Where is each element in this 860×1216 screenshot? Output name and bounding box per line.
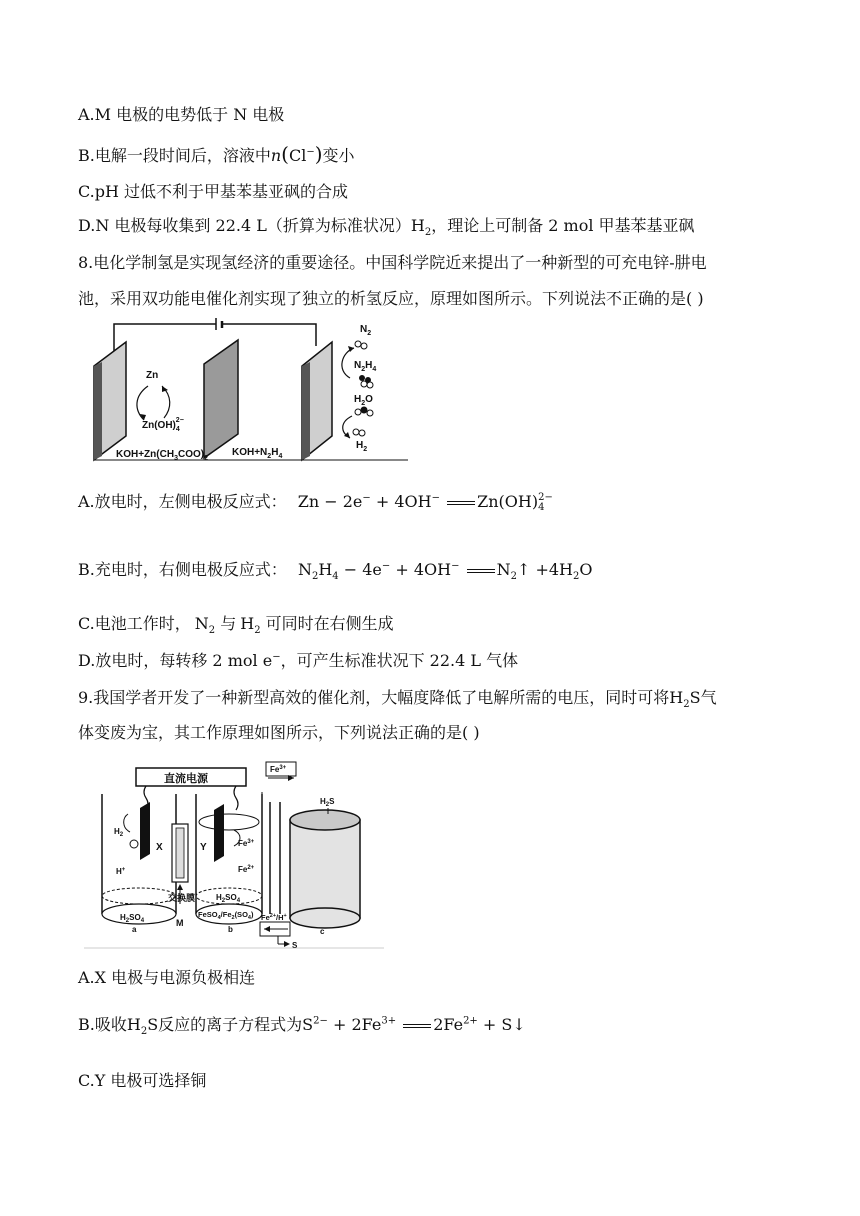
n2-label: $N_2$ xyxy=(360,324,372,337)
membrane-label: 交换膜 xyxy=(168,893,196,903)
q8-option-a: A.放电时，左侧电极反应式： Zn − 2e− + 4OH− Zn(OH) 2− 4 xyxy=(78,491,553,513)
q7-option-b: B.电解一段时间后，溶液中n(Cl−)变小 xyxy=(78,142,355,166)
q9-electrolysis-figure xyxy=(84,754,384,954)
svg-text:Fe3+: $Fe^{3+}$ xyxy=(270,765,287,774)
svg-text:a: a xyxy=(132,925,137,934)
middle-membrane xyxy=(204,340,238,458)
q7-option-c: C.pH 过低不利于甲基苯基亚砜的合成 xyxy=(78,182,349,201)
svg-text:H2S: $H_2S$ xyxy=(320,797,335,808)
svg-text:X: X xyxy=(156,842,163,853)
zn-label: Zn xyxy=(146,370,159,381)
svg-text:b: b xyxy=(228,925,233,934)
svg-text:Fe2+/H+: $Fe^{2+}/H^+$ xyxy=(261,913,287,922)
absorption-tower xyxy=(290,820,360,918)
svg-text:S: S xyxy=(292,941,298,950)
dc-power-label: 直流电源 xyxy=(164,773,208,785)
q8-option-b: B.充电时，右侧电极反应式： $N_2H_4 - 4e^- + 4OH^-$ $N_2↑ +4H_2O$ xyxy=(78,560,593,583)
q7-option-d: D.N 电极每收集到 22.4 L（折算为标准状况）$H_2$，理论上可制备 2 mol 甲基苯基亚砜 xyxy=(78,216,695,239)
q7-option-a: A.M 电极的电势低于 N 电极 xyxy=(78,105,285,124)
q9-option-c: C.Y 电极可选择铜 xyxy=(78,1071,207,1090)
svg-text:H2SO4: $H_2SO_4$ xyxy=(120,913,145,924)
right-solution-label: $KOH+N_2H_4$ xyxy=(232,447,283,460)
q8-stem-line1: 8.电化学制氢是实现氢经济的重要途径。中国科学院近来提出了一种新型的可充电锌-肼电 xyxy=(78,253,707,272)
zn-oh4-label: $Zn(OH)_42-$ xyxy=(142,417,184,433)
q8-battery-figure xyxy=(88,318,408,468)
svg-text:M: M xyxy=(176,918,184,928)
svg-text:c: c xyxy=(320,927,325,936)
h2o-label: $H_2O$ xyxy=(354,394,373,407)
svg-text:Y: Y xyxy=(200,842,207,853)
q9-option-b: B.吸收$H_2S$反应的离子方程式为$S^{2-} + 2Fe^{3+}$ $2Fe^{2+}$ + S↓ xyxy=(78,1015,526,1038)
svg-text:H2: $H_2$ xyxy=(114,827,124,838)
svg-text:Fe2+: $Fe^{2+}$ xyxy=(238,865,255,874)
svg-text:H+: H+ xyxy=(116,867,126,876)
q8-option-d: D.放电时，每转移 2 mol e−，可产生标准状况下 22.4 L 气体 xyxy=(78,651,519,670)
y-electrode xyxy=(214,804,224,862)
q9-option-a: A.X 电极与电源负极相连 xyxy=(78,968,256,987)
q9-stem-line1: 9.我国学者开发了一种新型高效的催化剂，大幅度降低了电解所需的电压，同时可将$H_2S$气 xyxy=(78,688,717,711)
n2h4-label: $N_2H_4$ xyxy=(354,360,377,373)
x-electrode xyxy=(140,802,150,860)
q8-option-c: C.电池工作时， $N_2$ 与 $H_2$ 可同时在右侧生成 xyxy=(78,614,394,637)
svg-text:FeSO4/Fe2(SO4): $FeSO_4/Fe_2(SO_4)$ xyxy=(198,910,254,921)
q8-stem-line2: 池，采用双功能电催化剂实现了独立的析氢反应，原理如图所示。下列说法不正确的是( ) xyxy=(78,289,704,308)
h2-label: $H_2$ xyxy=(356,440,368,453)
q9-stem-line2: 体变废为宝，其工作原理如图所示，下列说法正确的是( ) xyxy=(78,723,480,742)
svg-text:Fe3+: $Fe^{3+}$ xyxy=(238,839,255,848)
left-solution-label: $KOH+Zn(CH_3COO)_2$ xyxy=(116,449,208,462)
svg-text:H2SO4: $H_2SO_4$ xyxy=(216,893,241,904)
